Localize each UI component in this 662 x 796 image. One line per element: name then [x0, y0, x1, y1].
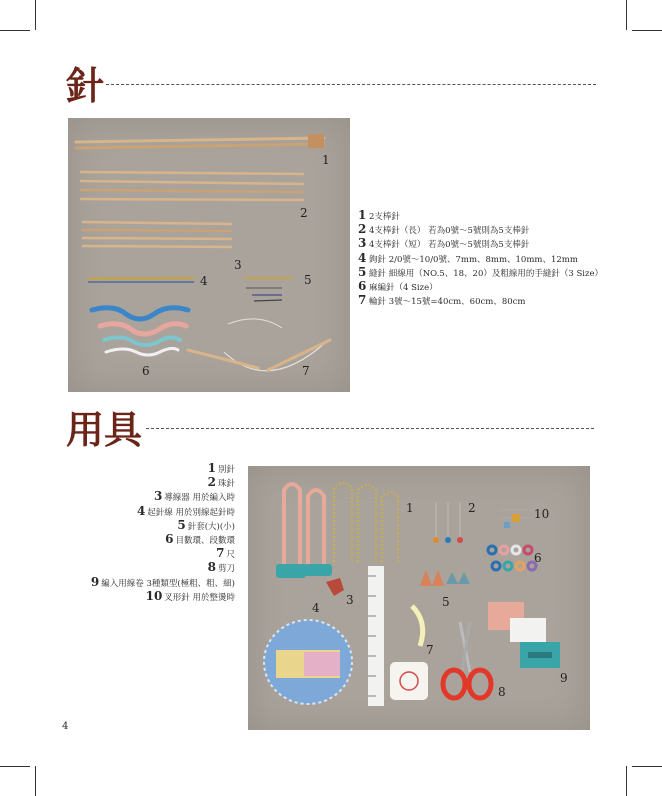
- crop-mark: [35, 0, 36, 30]
- ball-chain-illustration: [334, 483, 398, 562]
- photo-label: 5: [304, 273, 312, 287]
- legend-item: [358, 237, 603, 251]
- photo-label: 8: [498, 685, 506, 699]
- legend-text: 珠針: [217, 479, 235, 490]
- legend-text: 編入用線卷 3種類型(極粗、粗、細): [101, 578, 235, 589]
- legend-number: 8: [207, 560, 216, 575]
- safety-pin-illustration: [276, 484, 332, 578]
- crop-mark: [632, 766, 662, 767]
- legend-text: 麻編針（4 Size）: [369, 283, 438, 294]
- needles-photo: [68, 118, 350, 392]
- legend-text: 4支棒針（長） 若為0號～5號則為5支棒針: [369, 226, 530, 237]
- legend-text: 目數環、段數環: [175, 536, 235, 547]
- short-dpn-illustration: [82, 222, 232, 247]
- legend-item: [91, 576, 235, 590]
- point-protector-illustration: [420, 570, 470, 586]
- straight-needles-illustration: [76, 134, 324, 148]
- page-number: 4: [62, 721, 69, 732]
- legend-text: 導線器 用於編入時: [164, 493, 235, 504]
- needles-legend: [358, 209, 603, 308]
- legend-text: 縫針 細線用（NO.5、18、20）及粗線用的手縫針（3 Size）: [369, 268, 604, 279]
- scissors-illustration: [443, 622, 491, 698]
- legend-number: 6: [358, 279, 367, 294]
- legend-number: 3: [358, 236, 367, 251]
- photo-label: 7: [426, 643, 434, 657]
- legend-item: [91, 561, 235, 575]
- legend-number: 1: [358, 208, 367, 222]
- legend-item: [91, 533, 235, 547]
- circular-needle-illustration: [188, 319, 330, 371]
- legend-number: 7: [216, 546, 225, 561]
- legend-item: [358, 223, 603, 237]
- legend-number: 5: [358, 264, 367, 279]
- stitch-marker-illustration: [488, 546, 536, 570]
- legend-text: 鉤針 2/0號～10/0號、7mm、8mm、10mm、12mm: [369, 254, 578, 265]
- section-title-needles: 針: [66, 63, 105, 108]
- legend-number: 5: [177, 517, 186, 532]
- photo-label: 3: [234, 258, 242, 272]
- section-divider: [106, 84, 596, 85]
- section-title-tools: 用具: [66, 407, 143, 452]
- tools-photo: [248, 466, 590, 730]
- bobbin-illustration: [488, 602, 560, 668]
- photo-label: 2: [300, 206, 308, 220]
- crop-mark: [35, 766, 36, 796]
- crochet-hook-illustration: [88, 278, 292, 282]
- legend-item: [358, 252, 603, 266]
- legend-item: [91, 476, 235, 490]
- tape-measure-illustration: [390, 606, 428, 700]
- legend-item: [91, 490, 235, 504]
- legend-item: [91, 590, 235, 604]
- legend-item: [91, 505, 235, 519]
- yarn-guide-illustration: [326, 578, 344, 596]
- photo-label: 9: [560, 671, 568, 685]
- crop-mark: [632, 30, 662, 31]
- legend-number: 1: [207, 461, 216, 475]
- legend-item: [91, 462, 235, 476]
- legend-number: 9: [90, 574, 100, 589]
- crop-mark: [0, 30, 30, 31]
- legend-text: 別針: [217, 465, 235, 475]
- legend-number: 4: [136, 503, 146, 518]
- legend-text: 針套(大)(小): [187, 521, 235, 532]
- legend-text: 尺: [226, 550, 235, 561]
- tools-legend: [91, 462, 235, 604]
- legend-text: 輪針 3號～15號=40cm、60cm、80cm: [369, 297, 526, 308]
- photo-label: 6: [534, 551, 542, 565]
- legend-text: 剪刀: [217, 564, 235, 575]
- photo-label: 3: [346, 593, 354, 607]
- legend-text: 2支棒針: [369, 212, 400, 222]
- legend-item: [91, 547, 235, 561]
- photo-label: 1: [406, 501, 414, 515]
- legend-item: [358, 209, 603, 223]
- ruler-illustration: [368, 566, 384, 706]
- photo-label: 5: [442, 595, 450, 609]
- legend-number: 2: [358, 222, 367, 237]
- waste-yarn-illustration: [264, 620, 352, 704]
- cable-needle-illustration: [92, 308, 188, 355]
- crop-mark: [0, 766, 30, 767]
- legend-number: 7: [358, 293, 367, 308]
- pin-illustration: [433, 502, 463, 543]
- legend-text: 叉形針 用於整燙時: [164, 592, 235, 603]
- photo-label: 7: [302, 364, 310, 378]
- legend-item: [358, 266, 603, 280]
- legend-number: 4: [358, 250, 367, 265]
- section-divider: [146, 428, 594, 429]
- long-dpn-illustration: [80, 172, 304, 200]
- legend-item: [358, 280, 603, 294]
- crop-mark: [626, 766, 627, 796]
- legend-number: 6: [165, 532, 174, 547]
- photo-label: 1: [322, 153, 330, 167]
- legend-number: 3: [153, 489, 163, 504]
- legend-number: 10: [145, 588, 163, 603]
- photo-label: 10: [534, 507, 550, 521]
- legend-item: [358, 294, 603, 308]
- legend-text: 起針線 用於別線起針時: [147, 507, 235, 518]
- photo-label: 4: [312, 601, 320, 615]
- t-pin-illustration: [500, 510, 534, 528]
- photo-label: 2: [468, 501, 476, 515]
- legend-number: 2: [207, 475, 216, 490]
- legend-item: [91, 519, 235, 533]
- photo-label: 6: [142, 364, 150, 378]
- crop-mark: [626, 0, 627, 30]
- legend-text: 4支棒針（短） 若為0號～5號則為5支棒針: [369, 240, 530, 251]
- photo-label: 4: [200, 274, 208, 288]
- sewing-needle-illustration: [246, 288, 282, 301]
